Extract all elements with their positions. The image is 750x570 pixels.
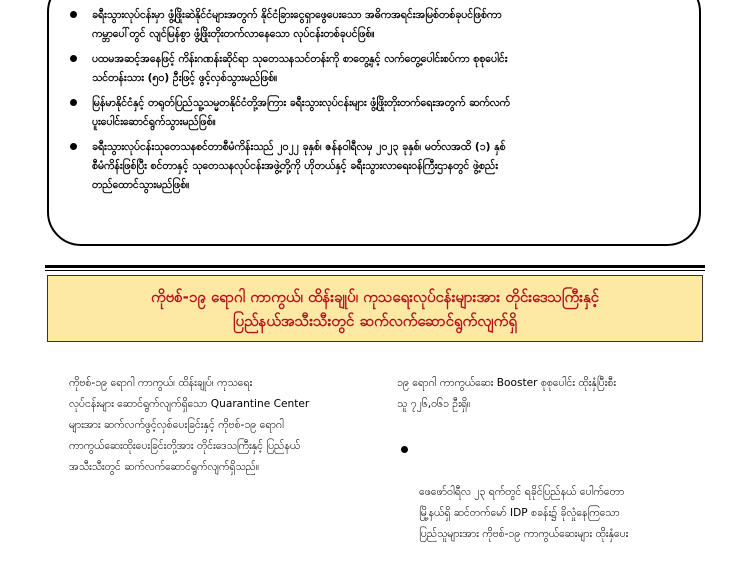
bullet-text: ခရီးသွားလုပ်ငန်းသုတေသနစင်တာစီမံကိန်းသည် ၂၀၂၂ ခုနှစ်၊ ဇန်နဝါရီလမှ ၂၀၂၃ ခုနှစ်၊ မတ်လအထိ (၁) နှစ် စီမံကိန်းဖြစ်ပြီး စင်တာနှင့် သုတေသနလုပ်ငန်းအဖွဲ့တို့ကို ဟိုတယ်နှင့် ခရီးသွားလာရေးဝန်ကြီးဌာနတွင် ဖွဲ့စည်း တည်ထောင်သွားမည်ဖြစ်။ (92, 141, 506, 191)
article-bullet-item (397, 440, 703, 545)
article-left-column (47, 352, 375, 499)
bullet-item (70, 6, 688, 44)
bullet-text: ပထမအဆင့်အနေဖြင့် ကိန်းဂဏန်းဆိုင်ရာ သုတေသနသင်တန်းကို စာတွေ့နှင့် လက်တွေ့ပေါင်းစပ်ကာ စုစုပေါင်း သင်တန်းသား (၅၀) ဦးဖြင့် ဖွင့်လှစ်သွားမည်ဖြစ်။ (92, 53, 508, 84)
bullet-text: မြန်မာနိုင်ငံနှင့် တရုတ်ပြည်သူ့သမ္မတနိုင်ငံတို့အကြား ခရီးသွားလုပ်ငန်းများ ဖွံ့ဖြိုးတိုးတက်ရေးအတွက် ဆက်လက် ပူးပေါင်းဆောင်ရွက်သွားမည်ဖြစ်။ (92, 97, 511, 128)
bullet-item (70, 94, 688, 132)
bullet-dot-icon (401, 446, 408, 453)
section-divider-thin (45, 270, 705, 271)
article-right-column (397, 352, 703, 570)
bullet-item (70, 138, 688, 195)
article-bullet-text: ဖေဖော်ဝါရီလ ၂၃ ရက်တွင် ရခိုင်ပြည်နယ် ပေါက်တော မြို့နယ်ရှိ ဆင်တက်မော် IDP စခန်း၌ ခိုလှုံနေကြသော ပြည်သူများအား ကိုဗစ်-၁၉ ကာကွယ်ဆေးများ ထိုးနှံပေး (419, 486, 629, 540)
bullet-text: ခရီးသွားလုပ်ငန်းမှာ ဖွံ့ဖြိုးဆဲနိုင်ငံများအတွက် နိုင်ငံခြားငွေရှာဖွေပေးသော အဓိကအရင်းအမြစ်တစ်ခုပင်ဖြစ်ကာ ကမ္ဘာပေါ်တွင် လျင်မြန်စွာ ဖွံ့ဖြိုးတိုးတက်လာနေသော လုပ်ငန်းတစ်ခုပင်ဖြစ်။ (92, 9, 502, 40)
headline-banner (47, 275, 703, 342)
article-paragraph: ကိုဗစ်-၁၉ ရောဂါ ကာကွယ်၊ ထိန်းချုပ်၊ ကုသရေး လုပ်ငန်းများ ဆောင်ရွက်လျက်ရှိသော Quarantine Center များအား ဆက်လက်ဖွင့်လှစ်ပေးခြင်းနှင့် ကိုဗစ်-၁၉ ရောဂါ ကာကွယ်ဆေးထိုးပေးခြင်းတို့အား တိုင်းဒေသကြီးနှင့် ပြည်နယ် အသီးသီးတွင် ဆက်လက်ဆောင်ရွက်လျက်ရှိသည်။ (69, 377, 310, 473)
bullet-item (70, 50, 688, 88)
headline-title: ကိုဗစ်-၁၉ ရောဂါ ကာကွယ်၊ ထိန်းချုပ်၊ ကုသရေးလုပ်ငန်းများအား တိုင်းဒေသကြီးနှင့် ပြည်နယ်အသီးသီးတွင် ဆက်လက်ဆောင်ရွက်လျက်ရှိ (150, 287, 599, 330)
bullet-dot-icon (70, 143, 77, 150)
article-paragraph-continued: ၁၉ ရောဂါ ကာကွယ်ဆေး Booster စုစုပေါင်း ထိုးနှံပြီးစီး သူ ၇၂၆,၀၆၁ ဦးရှိ။ (397, 377, 616, 410)
bullet-dot-icon (70, 11, 77, 18)
summary-bullet-list (70, 6, 688, 201)
section-divider-thick (45, 265, 705, 268)
bullet-dot-icon (70, 55, 77, 62)
bullet-dot-icon (70, 99, 77, 106)
